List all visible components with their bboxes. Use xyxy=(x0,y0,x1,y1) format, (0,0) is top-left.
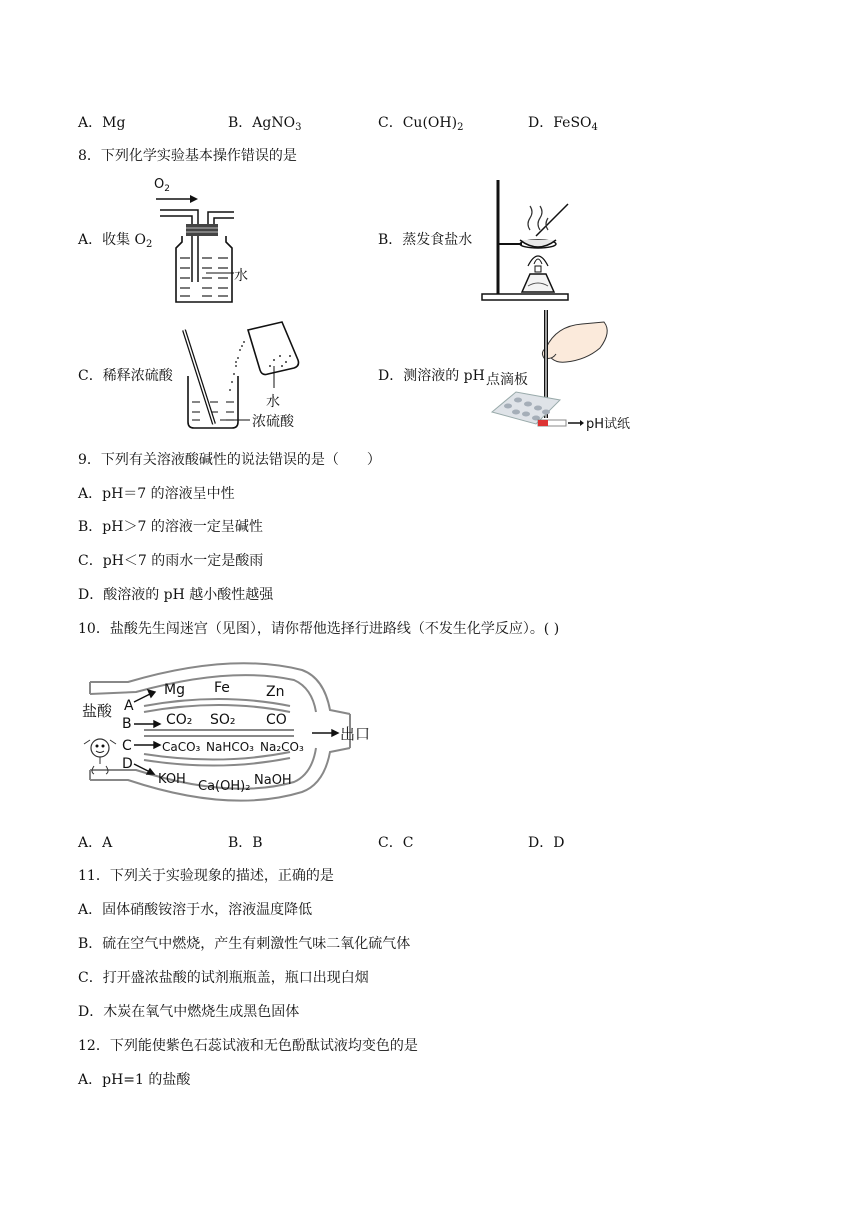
q9-stem: 9．下列有关溶液酸碱性的说法错误的是（ ） xyxy=(78,452,381,468)
fig-a-gas-label: $O_2$ xyxy=(154,177,170,194)
route-a-item: Zn xyxy=(266,684,285,700)
q7-option-d: D．FeSO$_4$ xyxy=(528,115,598,133)
q9-option-a: A．pH＝7 的溶液呈中性 xyxy=(78,486,235,502)
q11-option-a: A．固体硝酸铵溶于水，溶液温度降低 xyxy=(78,902,313,918)
q9-option-d: D．酸溶液的 pH 越小酸性越强 xyxy=(78,587,274,603)
route-d-letter: D xyxy=(122,756,133,772)
fig-d-plate-label: 点滴板 xyxy=(486,372,528,388)
q12-option-a: A．pH=1 的盐酸 xyxy=(78,1072,191,1088)
q7-option-b: B．AgNO$_3$ xyxy=(228,115,302,133)
q8-option-c: C．稀释浓硫酸 xyxy=(78,368,173,384)
maze-start-label: 盐酸 xyxy=(82,702,113,720)
ph-test-figure xyxy=(486,308,636,434)
q7-option-c: C．$Cu(OH)_2$ xyxy=(378,115,464,133)
q8-option-b: B．蒸发食盐水 xyxy=(378,232,473,248)
route-d-item: KOH xyxy=(158,772,186,787)
route-a-item: Fe xyxy=(214,680,230,696)
q10-option-b: B．B xyxy=(228,835,263,851)
q12-stem: 12．下列能使紫色石蕊试液和无色酚酞试液均变色的是 xyxy=(78,1038,418,1054)
fig-c-water-label: 水 xyxy=(266,394,280,410)
q11-stem: 11．下列关于实验现象的描述，正确的是 xyxy=(78,868,334,884)
fig-c-acid-label: 浓硫酸 xyxy=(252,414,294,430)
q10-option-c: C．C xyxy=(378,835,414,851)
route-a-letter: A xyxy=(124,698,134,714)
maze-exit-label: 出口 xyxy=(340,725,371,743)
route-a-item: Mg xyxy=(164,682,185,698)
route-b-letter: B xyxy=(122,716,132,732)
q10-option-a: A．A xyxy=(78,835,113,851)
q8-stem: 8．下列化学实验基本操作错误的是 xyxy=(78,148,297,164)
q8-option-a: A．收集 $O_2$ xyxy=(78,232,153,250)
route-c-item: Na₂CO₃ xyxy=(260,740,304,754)
mascot-icon xyxy=(84,739,116,774)
gas-collection-figure xyxy=(150,172,260,307)
dilution-figure xyxy=(170,316,320,434)
route-d-item: Ca(OH)₂ xyxy=(198,779,251,794)
route-c-item: NaHCO₃ xyxy=(206,740,254,754)
evaporation-figure xyxy=(476,176,576,304)
q7-option-a: A．Mg xyxy=(78,115,126,131)
fig-d-paper-label: pH试纸 xyxy=(586,417,631,432)
q10-stem: 10．盐酸先生闯迷宫（见图），请你帮他选择行进路线（不发生化学反应）。( ) xyxy=(78,621,560,637)
q11-option-d: D．木炭在氧气中燃烧生成黑色固体 xyxy=(78,1004,300,1020)
q11-option-c: C．打开盛浓盐酸的试剂瓶瓶盖，瓶口出现白烟 xyxy=(78,970,369,986)
route-b-item: CO xyxy=(266,712,287,728)
route-d-item: NaOH xyxy=(254,773,292,788)
route-c-item: CaCO₃ xyxy=(162,740,201,754)
q9-option-c: C．pH＜7 的雨水一定是酸雨 xyxy=(78,553,264,569)
fig-a-water-label: 水 xyxy=(234,268,248,284)
route-b-item: SO₂ xyxy=(210,712,236,728)
q10-option-d: D．D xyxy=(528,835,565,851)
q8-option-d: D．测溶液的 pH xyxy=(378,368,485,384)
maze-figure xyxy=(80,652,380,814)
route-c-letter: C xyxy=(122,738,132,754)
q9-option-b: B．pH＞7 的溶液一定呈碱性 xyxy=(78,519,263,535)
q11-option-b: B．硫在空气中燃烧，产生有刺激性气味二氧化硫气体 xyxy=(78,936,411,952)
route-b-item: CO₂ xyxy=(166,712,193,728)
